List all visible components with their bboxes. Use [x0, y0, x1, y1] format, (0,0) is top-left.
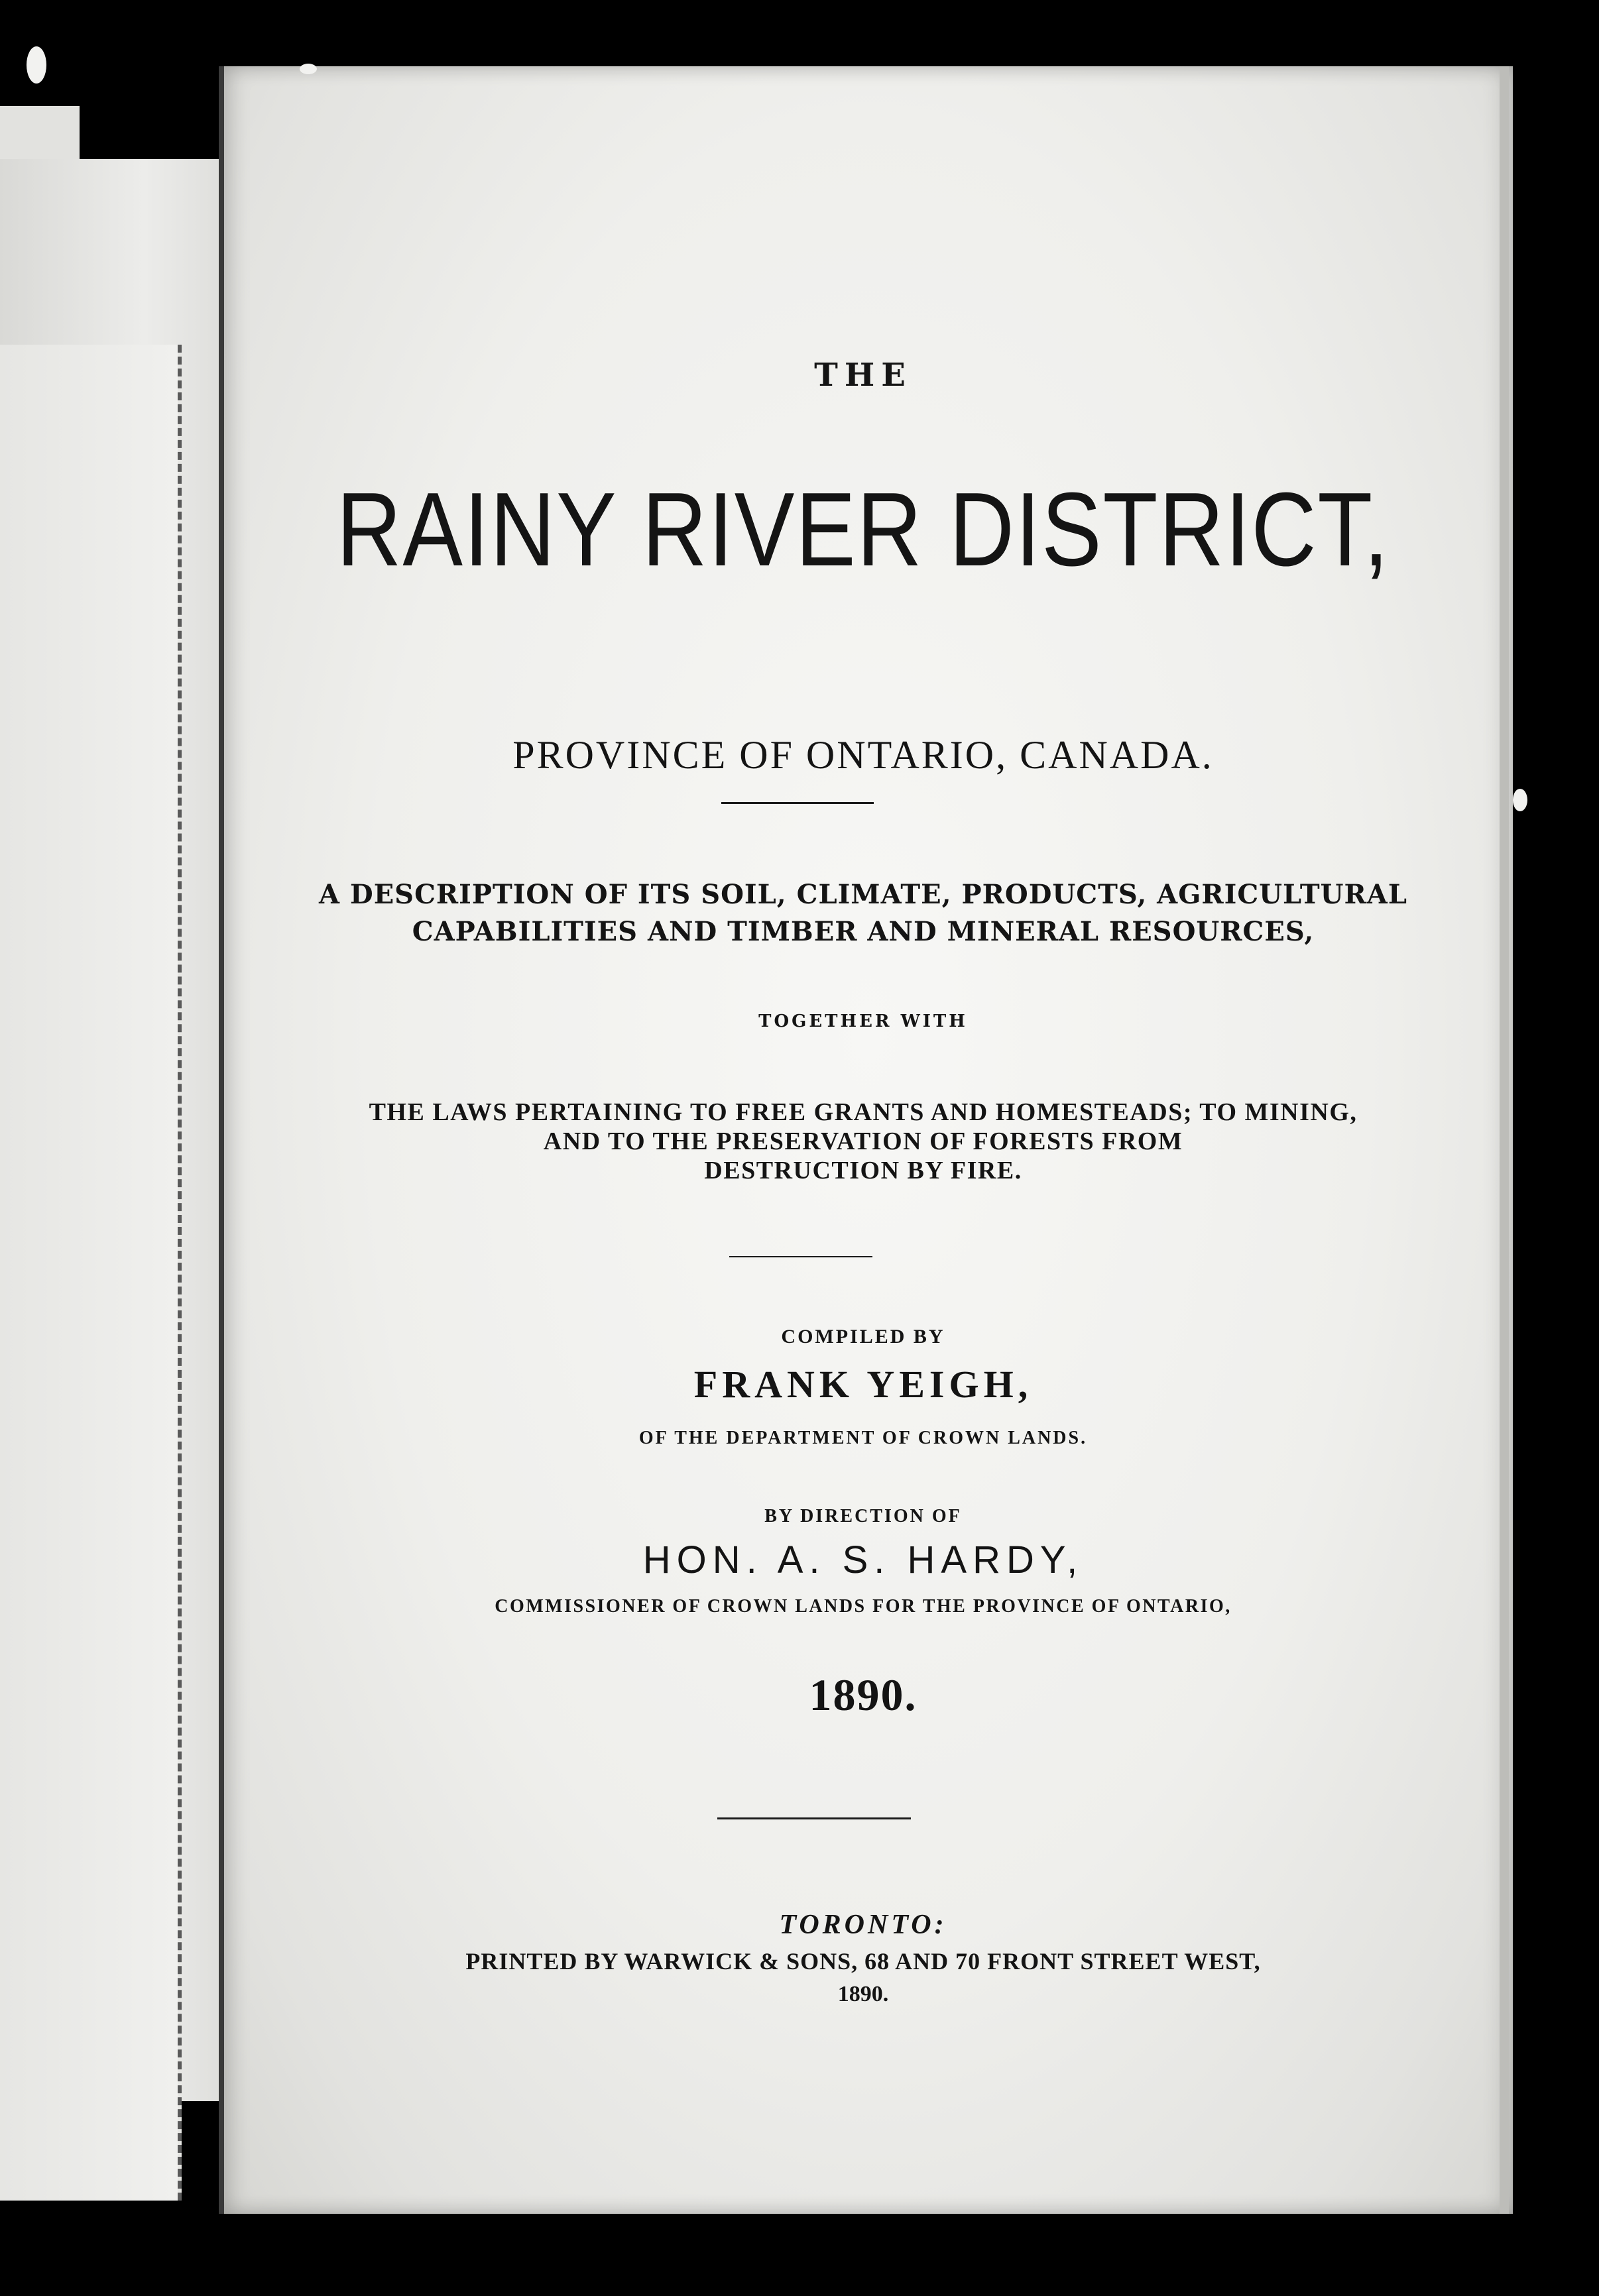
author-department: OF THE DEPARTMENT OF CROWN LANDS.: [638, 1428, 1088, 1448]
together-with: TOGETHER WITH: [758, 1011, 968, 1031]
left-cover-leaf: [0, 159, 244, 2101]
divider-rule: [721, 802, 874, 804]
left-leaf-fold: [0, 106, 80, 159]
main-title: RAINY RIVER DISTRICT,: [336, 471, 1390, 588]
title-page-content: [219, 66, 1508, 2214]
publication-year: 1890.: [809, 1670, 918, 1720]
left-leaf-inner-page: [0, 345, 182, 2201]
paper-speck: [27, 46, 46, 84]
description-line: A DESCRIPTION OF ITS SOIL, CLIMATE, PRODUCTS, AGRICULTURAL: [319, 879, 1407, 910]
laws-line: THE LAWS PERTAINING TO FREE GRANTS AND HOMESTEADS; TO MINING,: [369, 1098, 1358, 1126]
description-line: CAPABILITIES AND TIMBER AND MINERAL RESOURCES,: [412, 916, 1315, 947]
imprint-printer: PRINTED BY WARWICK & SONS, 68 AND 70 FRONT STREET WEST,: [465, 1948, 1261, 1975]
imprint-city: TORONTO:: [779, 1910, 947, 1940]
title-article: THE: [814, 357, 912, 394]
laws-line: DESTRUCTION BY FIRE.: [704, 1157, 1022, 1184]
laws-description: [219, 1098, 1508, 1185]
divider-rule: [729, 1256, 872, 1257]
paper-speck: [1513, 789, 1527, 811]
author-name: FRANK YEIGH,: [693, 1363, 1033, 1406]
laws-line: AND TO THE PRESERVATION OF FORESTS FROM: [543, 1127, 1183, 1155]
director-name: HON. A. S. HARDY,: [642, 1538, 1084, 1581]
divider-rule: [717, 1817, 911, 1819]
compiled-by: COMPILED BY: [781, 1326, 945, 1348]
imprint-year: 1890.: [837, 1982, 889, 2006]
subtitle-province: PROVINCE OF ONTARIO, CANADA.: [512, 733, 1214, 777]
by-direction-of: BY DIRECTION OF: [764, 1506, 962, 1526]
paper-speck: [300, 64, 317, 74]
description: [219, 876, 1508, 950]
director-title: COMMISSIONER OF CROWN LANDS FOR THE PROVINCE OF ONTARIO,: [495, 1596, 1232, 1617]
